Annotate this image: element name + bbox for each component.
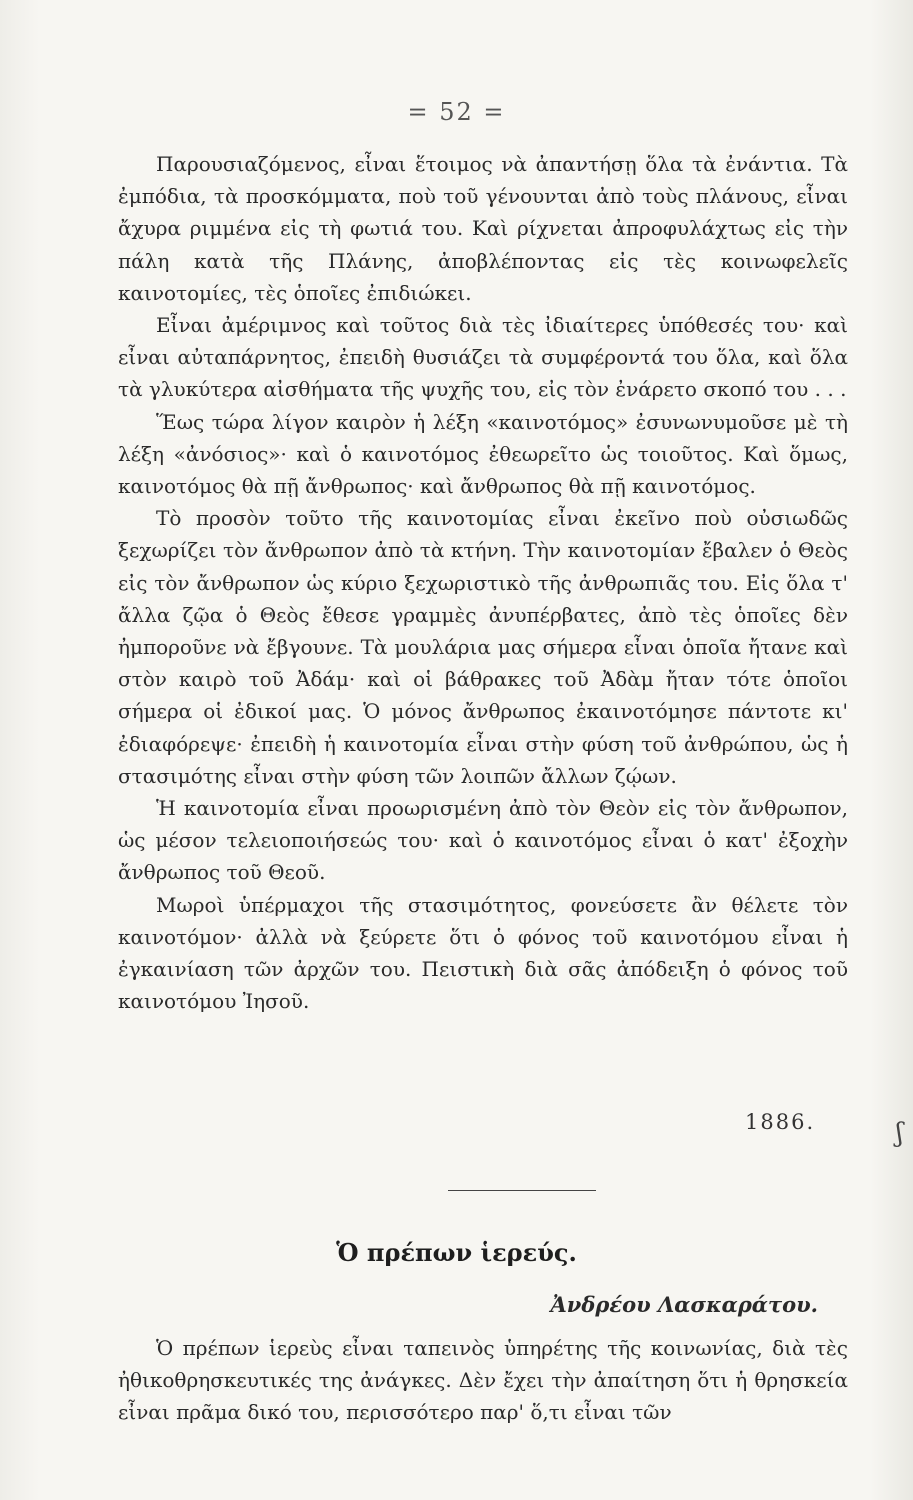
essay-paragraph-3: Ἕως τώρα λίγον καιρὸν ἡ λέξη «καινοτόμος» ἐσυνωνυμοῦσε μὲ τὴ λέξη «ἀνόσιος»· καὶ ὁ καινοτόμος ἐθεωρεῖτο ὡς τοιοῦτος. Καὶ ὅμως, καινοτόμος θὰ πῇ ἄνθρωπος· καὶ ἄνθρωπος θὰ πῇ καινοτόμος. [118,409,848,499]
page-number: = 52 = [407,98,506,126]
essay-paragraph-4: Τὸ προσὸν τοῦτο τῆς καινοτομίας εἶναι ἐκεῖνο ποὺ οὐσιωδῶς ξεχωρίζει τὸν ἄνθρωπον ἀπὸ τὰ κτήνη. Τὴν καινοτομίαν ἔβαλεν ὁ Θεὸς εἰς τὸν ἄνθρωπον ὡς κύριο ξεχωριστικὸ τῆς ἀνθρωπιᾶς του. Εἰς ὅλα τ' ἄλλα ζῷα ὁ Θεὸς ἔθεσε γραμμὲς ἀνυπέρβατες, ἀπὸ τὲς ὁποῖες δὲν ἠμποροῦνε νὰ ἔβγουνε. Τὰ μουλάρια μας σήμερα εἶναι ὁποῖα ἤτανε καὶ στὸν καιρὸ τοῦ Ἀδάμ· καὶ οἱ βάθρακες τοῦ Ἀδὰμ ἤταν τότε ὁποῖοι σήμερα οἱ ἐδικοί μας. Ὁ μόνος ἄνθρωπος ἐκαινοτόμησε πάντοτε κι' ἐδιαφόρεψε· ἐπειδὴ ἡ καινοτομία εἶναι στὴν φύση τοῦ ἀνθρώπου, ὡς ἡ στασιμότης εἶναι στὴν φύση τῶν λοιπῶν ἄλλων ζῴων. [118,506,848,788]
essay-paragraph-6: Μωροὶ ὑπέρμαχοι τῆς στασιμότητος, φονεύσετε ἂν θέλετε τὸν καινοτόμον· ἀλλὰ νὰ ξεύρετε ὅτι ὁ φόνος τοῦ καινοτόμου εἶναι ἡ ἐγκαινίαση τῶν ἀρχῶν του. Πειστικὴ διὰ σᾶς ἀπόδειξη ὁ φόνος τοῦ καινοτόμου Ἰησοῦ. [118,892,848,1014]
section-body [118,1332,848,1429]
essay-paragraph-5: Ἡ καινοτομία εἶναι προωρισμένη ἀπὸ τὸν Θεὸν εἰς τὸν ἄνθρωπον, ὡς μέσον τελειοποιήσεώς του· καὶ ὁ καινοτόμος εἶναι ὁ κατ' ἐξοχὴν ἄνθρωπος τοῦ Θεοῦ. [118,796,848,885]
essay-body [118,148,848,1017]
margin-mark: ʃ [896,1118,904,1148]
essay-paragraph-2: Εἶναι ἀμέριμνος καὶ τοῦτος διὰ τὲς ἰδιαίτερες ὑπόθεσές του· καὶ εἶναι αὐταπάρνητος, ἐπειδὴ θυσιάζει τὰ συμφέροντά του ὅλα, καὶ ὅλα τὰ γλυκύτερα αἰσθήματα τῆς ψυχῆς του, εἰς τὸν ἐνάρετο σκοπό του . . . [118,313,848,402]
essay-paragraph-1: Παρουσιαζόμενος, εἶναι ἕτοιμος νὰ ἀπαντήσῃ ὅλα τὰ ἐνάντια. Τὰ ἐμπόδια, τὰ προσκόμματα, ποὺ τοῦ γένουνται ἀπὸ τοὺς πλάνους, εἶναι ἄχυρα ριμμένα εἰς τὴ φωτιά του. Καὶ ρίχνεται ἀπροφυλάχτως εἰς τὴν πάλη κατὰ τῆς Πλάνης, ἀποβλέποντας εἰς τὲς κοινωφελεῖς καινοτομίες, τὲς ὁποῖες ἐπιδιώκει. [118,152,848,305]
essay-date: 1886. [745,1110,816,1134]
section-title: Ὁ πρέπων ἱερεύς. [336,1238,577,1267]
section-divider [448,1190,596,1191]
section-paragraph-1: Ὁ πρέπων ἱερεὺς εἶναι ταπεινὸς ὑπηρέτης τῆς κοινωνίας, διὰ τὲς ἠθικοθρησκευτικές της ἀνάγκες. Δὲν ἔχει τὴν ἀπαίτηση ὅτι ἡ θρησκεία εἶναι πρᾶμα δικό του, περισσότερο παρ' ὅ,τι εἶναι τῶν [118,1336,848,1425]
section-author: Ἀνδρέου Λασκαράτου. [550,1292,818,1317]
